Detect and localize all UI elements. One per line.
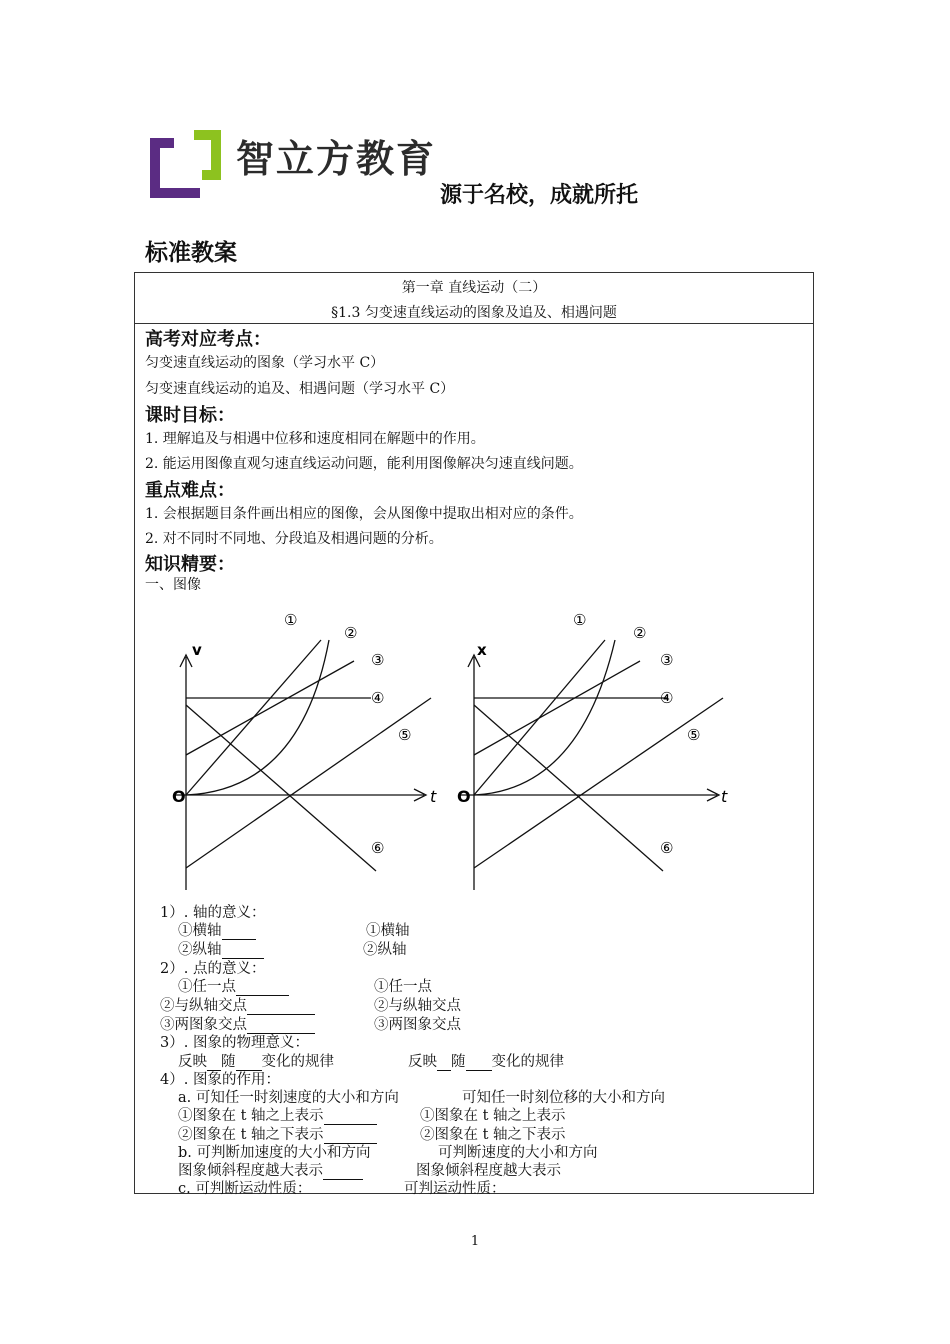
key-point-item: 2. 对不同时不同地、分段追及相遇问题的分析。 [145,531,443,547]
graph-line [474,705,663,871]
curve-label: ③ [371,651,385,669]
usage-a1-left: ①图象在 t 轴之上表示 [178,1104,377,1125]
graph-line [186,698,431,868]
curve-label: ⑥ [371,839,385,857]
point-meaning-title: 2）. 点的意义： [160,961,266,977]
graph-origin-label: O [172,787,186,806]
vt-graph [166,605,437,895]
graph-line [474,698,723,868]
key-points-heading: 重点难点： [145,480,235,501]
graph-line [186,705,376,871]
knowledge-heading: 知识精要： [145,554,235,575]
graph-x-label: t [430,787,437,806]
knowledge-subheading: 一、图像 [145,577,201,593]
graph-y-label: x [477,641,487,659]
point-any-left: ①任一点 [178,975,289,996]
key-point-item: 1. 会根据题目条件画出相应的图像，会从图像中提取出相对应的条件。 [145,506,583,522]
physical-meaning-left: 反映 随 变化的规律 [178,1054,334,1070]
usage-b-left: b. 可判断加速度的大小和方向 [178,1145,371,1161]
physical-meaning-right: 反映 随 变化的规律 [408,1054,564,1070]
point-y-intercept-left: ②与纵轴交点 [160,994,315,1015]
usage-a1-right: ①图象在 t 轴之上表示 [420,1108,566,1124]
xt-graph [455,605,735,895]
graph-curve [474,640,615,795]
goal-item: 1. 理解追及与相遇中位移和速度相同在解题中的作用。 [145,431,485,447]
axis-x-left: ①横轴 [178,919,256,940]
graph-y-label: v [192,641,202,659]
curve-label: ① [284,611,298,629]
curve-label: ⑤ [687,726,701,744]
curve-label: ① [573,611,587,629]
usage-title: 4）. 图象的作用： [160,1072,280,1088]
usage-c-right: 可判运动性质： [404,1181,506,1197]
curve-label: ② [633,624,647,642]
usage-a-left: a. 可知任一时刻速度的大小和方向 [178,1090,399,1106]
usage-a2-right: ②图象在 t 轴之下表示 [420,1127,566,1143]
usage-a2-left: ②图象在 t 轴之下表示 [178,1123,377,1144]
curve-label: ⑤ [398,726,412,744]
point-any-right: ①任一点 [374,979,432,995]
graph-line [474,661,640,755]
goals-heading: 课时目标： [145,405,235,426]
section-title: §1.3 匀变速直线运动的图象及追及、相遇问题 [331,305,617,321]
brand-logo-icon [148,128,223,198]
axis-y-left: ②纵轴 [178,938,264,959]
curve-label: ③ [660,651,674,669]
curve-label: ⑥ [660,839,674,857]
usage-a-right: 可知任一时刻位移的大小和方向 [462,1090,665,1106]
usage-b-right: 可判断速度的大小和方向 [438,1145,598,1161]
curve-label: ④ [660,689,674,707]
header-divider [134,323,814,324]
goal-item: 2. 能运用图像直观匀速直线运动问题，能利用图像解决匀速直线问题。 [145,456,583,472]
chapter-title: 第一章 直线运动（二） [401,280,547,296]
exam-point-item: 匀变速直线运动的图象（学习水平 C） [145,355,385,371]
axis-x-right: ①横轴 [366,923,410,939]
graph-line [186,661,354,755]
axis-meaning-title: 1）. 轴的意义： [160,905,266,921]
point-intersection-right: ③两图象交点 [374,1017,461,1033]
axis-y-right: ②纵轴 [363,942,407,958]
usage-b1-right: 图象倾斜程度越大表示 [416,1163,561,1179]
curve-label: ④ [371,689,385,707]
exam-points-heading: 高考对应考点： [145,329,271,350]
usage-b1-left: 图象倾斜程度越大表示 [178,1159,363,1180]
brand-slogan: 源于名校，成就所托 [440,183,639,208]
exam-point-item: 匀变速直线运动的追及、相遇问题（学习水平 C） [145,381,455,397]
point-y-intercept-right: ②与纵轴交点 [374,998,461,1014]
graph-x-label: t [721,787,728,806]
point-intersection-left: ③两图象交点 [160,1013,315,1034]
graph-curve [186,640,329,795]
document-title: 标准教案 [145,240,237,266]
brand-name: 智立方教育 [236,137,437,181]
curve-label: ② [344,624,358,642]
usage-c-left: c. 可判断运动性质： [178,1181,312,1197]
graph-origin-label: O [457,787,471,806]
page-number: 1 [470,1234,480,1249]
physical-meaning-title: 3）. 图象的物理意义： [160,1035,309,1051]
